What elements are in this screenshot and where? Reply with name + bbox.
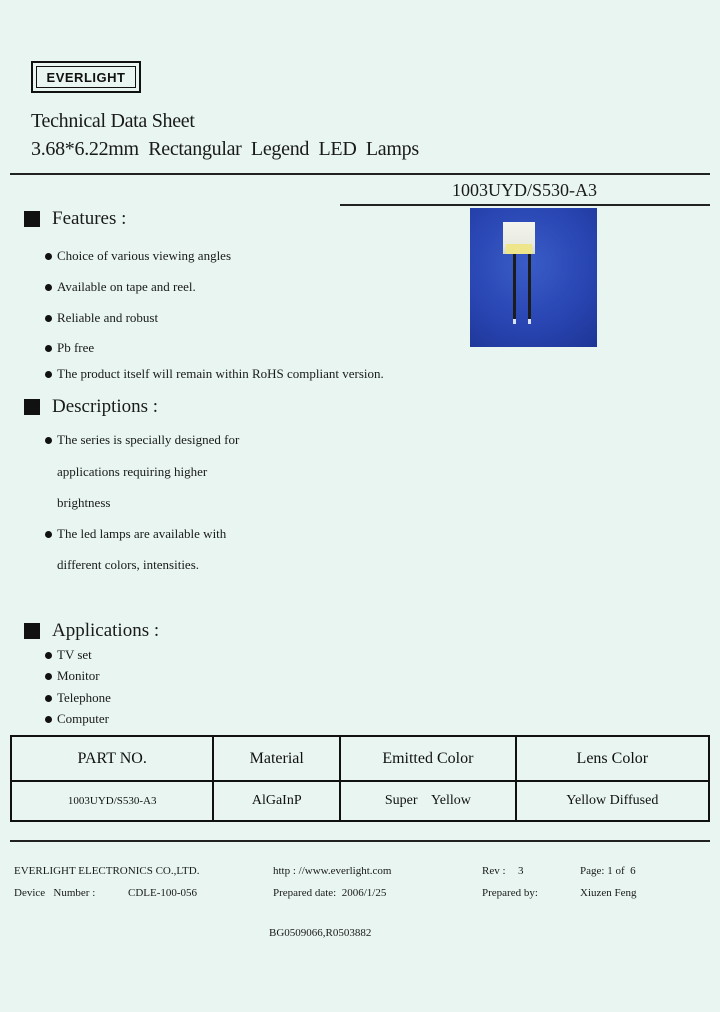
page-number: Page: 1 of 6: [580, 865, 636, 877]
bullet-icon: [45, 716, 52, 723]
description-line: different colors, intensities.: [57, 557, 200, 572]
led-lead-left: [513, 254, 516, 324]
table-cell: 1003UYD/S530-A3: [11, 781, 213, 821]
description-line: The led lamps are available with: [57, 526, 227, 541]
company-name: EVERLIGHT ELECTRONICS CO.,LTD.: [14, 865, 200, 877]
document-title: Technical Data Sheet: [31, 110, 195, 132]
led-lead-tip-left: [513, 319, 516, 324]
bullet-icon: [45, 695, 52, 702]
bullet-icon: [45, 315, 52, 322]
feature-item: Available on tape and reel.: [57, 279, 196, 294]
table-header: Emitted Color: [340, 736, 516, 781]
table-header: Material: [213, 736, 340, 781]
descriptions-marker-icon: [24, 399, 40, 415]
table-row: [11, 781, 709, 821]
table-cell: Yellow Diffused: [516, 781, 709, 821]
table-header: PART NO.: [11, 736, 213, 781]
feature-item: The product itself will remain within RoHS compliant version.: [57, 366, 384, 381]
descriptions-heading: Descriptions :: [52, 396, 159, 417]
table-header: Lens Color: [516, 736, 709, 781]
led-lead-tip-right: [528, 319, 531, 324]
parts-table: [10, 735, 710, 822]
bullet-icon: [45, 437, 52, 444]
applications-marker-icon: [24, 623, 40, 639]
applications-heading: Applications :: [52, 620, 160, 641]
bullet-icon: [45, 371, 52, 378]
bullet-icon: [45, 253, 52, 260]
website-link[interactable]: http : //www.everlight.com: [273, 865, 392, 877]
table-cell: AlGaInP: [213, 781, 340, 821]
bullet-icon: [45, 345, 52, 352]
model-divider: [340, 204, 710, 206]
feature-item: Pb free: [57, 340, 95, 355]
bullet-icon: [45, 284, 52, 291]
description-line: The series is specially designed for: [57, 432, 240, 447]
everlight-logo: [31, 61, 141, 93]
product-photo: [470, 208, 597, 347]
feature-item: Reliable and robust: [57, 310, 159, 325]
prepared-by-label: Prepared by:: [482, 887, 538, 899]
model-number: 1003UYD/S530-A3: [452, 180, 598, 200]
logo-text: EVERLIGHT: [36, 66, 136, 88]
footer-divider: [10, 840, 710, 842]
application-item: Monitor: [57, 668, 100, 683]
bullet-icon: [45, 652, 52, 659]
document-subtitle: 3.68*6.22mm Rectangular Legend LED Lamps: [31, 138, 419, 160]
device-number-label: Device Number :: [14, 887, 96, 899]
revision-label: Rev :: [482, 865, 506, 877]
prepared-date: Prepared date: 2006/1/25: [273, 887, 387, 899]
features-heading: Features :: [52, 208, 127, 229]
led-lead-right: [528, 254, 531, 324]
document-code: BG0509066,R0503882: [269, 927, 372, 939]
table-cell: Super Yellow: [340, 781, 516, 821]
feature-item: Choice of various viewing angles: [57, 248, 232, 263]
application-item: Telephone: [57, 690, 111, 705]
application-item: Computer: [57, 711, 109, 726]
table-header-row: [11, 736, 709, 781]
application-item: TV set: [57, 647, 92, 662]
bullet-icon: [45, 673, 52, 680]
features-marker-icon: [24, 211, 40, 227]
revision-value: 3: [518, 865, 524, 877]
bullet-icon: [45, 531, 52, 538]
header-divider: [10, 173, 710, 175]
prepared-by-value: Xiuzen Feng: [580, 887, 637, 899]
description-line: applications requiring higher: [57, 464, 208, 479]
description-line: brightness: [57, 495, 111, 510]
device-number-value: CDLE-100-056: [128, 887, 198, 899]
led-window: [506, 244, 532, 254]
